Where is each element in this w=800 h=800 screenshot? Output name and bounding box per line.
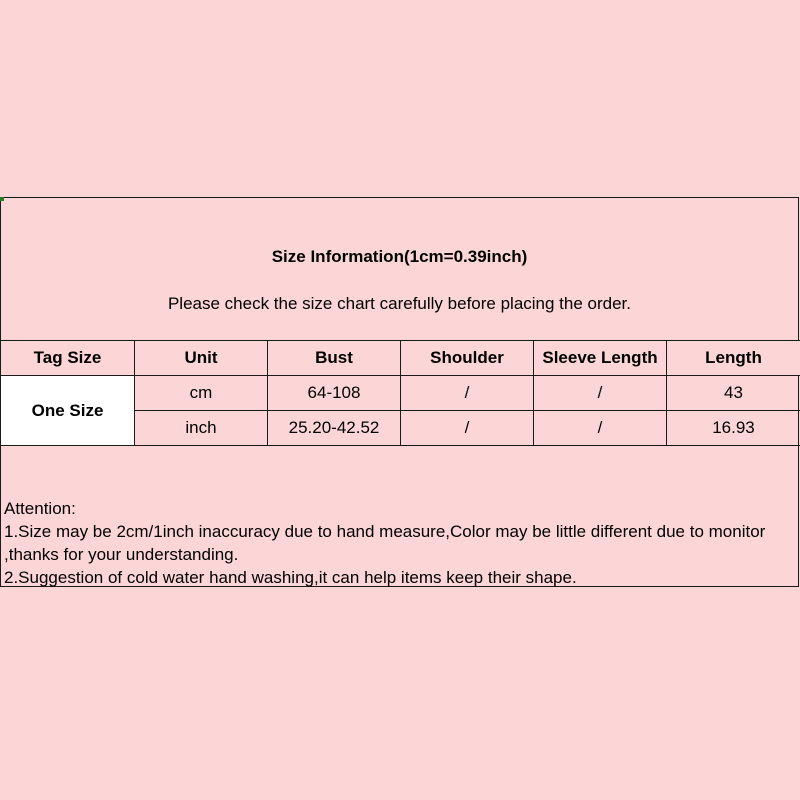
size-table [0,340,800,446]
header-unit: Unit [135,341,268,376]
table-header-row [1,341,800,376]
header-bust: Bust [268,341,401,376]
sleeve-cell: / [534,411,667,446]
size-chart-panel [0,197,799,587]
tag-size-cell: One Size [1,376,135,446]
length-cell: 16.93 [667,411,800,446]
size-info-subtitle: Please check the size chart carefully before placing the order. [167,294,632,313]
bust-cell: 25.20-42.52 [268,411,401,446]
size-info-title: Size Information(1cm=0.39inch) [271,247,528,266]
attention-note-2: 2.Suggestion of cold water hand washing,it can help items keep their shape. [4,568,577,587]
unit-cell: cm [135,376,268,411]
length-cell: 43 [667,376,800,411]
attention-note-1: 1.Size may be 2cm/1inch inaccuracy due to hand measure,Color may be little different due to monitor ,thanks for your understanding. [4,522,766,564]
header-sleeve-length: Sleeve Length [534,341,667,376]
header-length: Length [667,341,800,376]
shoulder-cell: / [401,411,534,446]
bust-cell: 64-108 [268,376,401,411]
header-tag-size: Tag Size [1,341,135,376]
sleeve-cell: / [534,376,667,411]
header-shoulder: Shoulder [401,341,534,376]
unit-cell: inch [135,411,268,446]
attention-notes [4,497,794,589]
corner-marker [0,197,4,201]
table-row [1,376,800,411]
shoulder-cell: / [401,376,534,411]
attention-heading: Attention: [4,499,76,518]
